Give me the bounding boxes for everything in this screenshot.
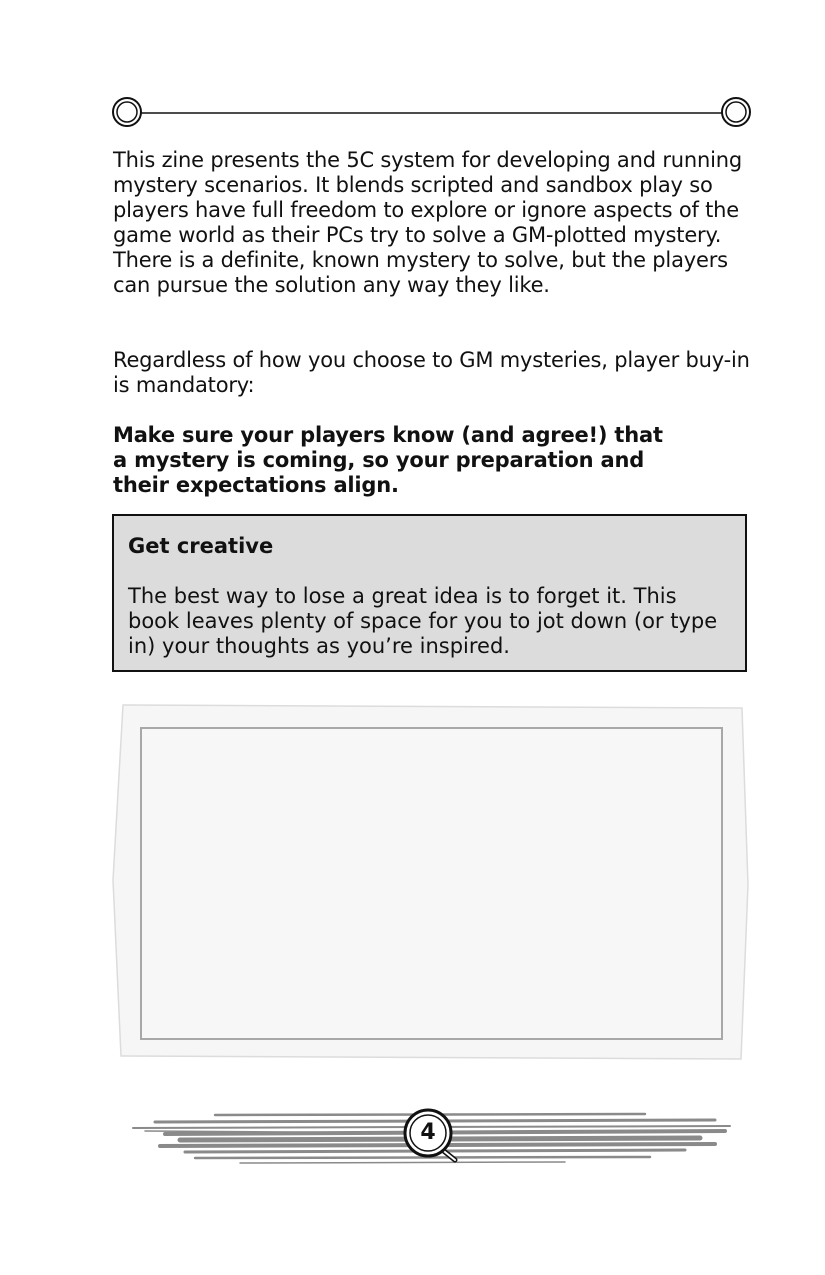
get-creative-callout — [112, 514, 747, 672]
page-number: 4 — [420, 1120, 436, 1145]
callout-title: Get creative — [128, 534, 274, 558]
buy-in-paragraph: Regardless of how you choose to GM mysteries, player buy-in is mandatory: — [113, 348, 750, 397]
intro-paragraph: This zine presents the 5C system for developing and running mystery scenarios. It blends scripted and sandbox play so players have full freedom to explore or ignore aspects of the game world as their PCs try to solve a GM-plotted mystery. There is a definite, known mystery to solve, but the players can pursue the solution any way they like. — [113, 148, 742, 297]
callout-text: The best way to lose a great idea is to forget it. This book leaves plenty of space for you to jot down (or type in) your thoughts as you’re inspired. — [128, 584, 718, 658]
ornamental-divider — [110, 96, 753, 128]
emphasis-paragraph: Make sure your players know (and agree!) that a mystery is coming, so your preparation and their expectations align. — [113, 423, 663, 497]
notes-text-area[interactable] — [140, 727, 723, 1040]
